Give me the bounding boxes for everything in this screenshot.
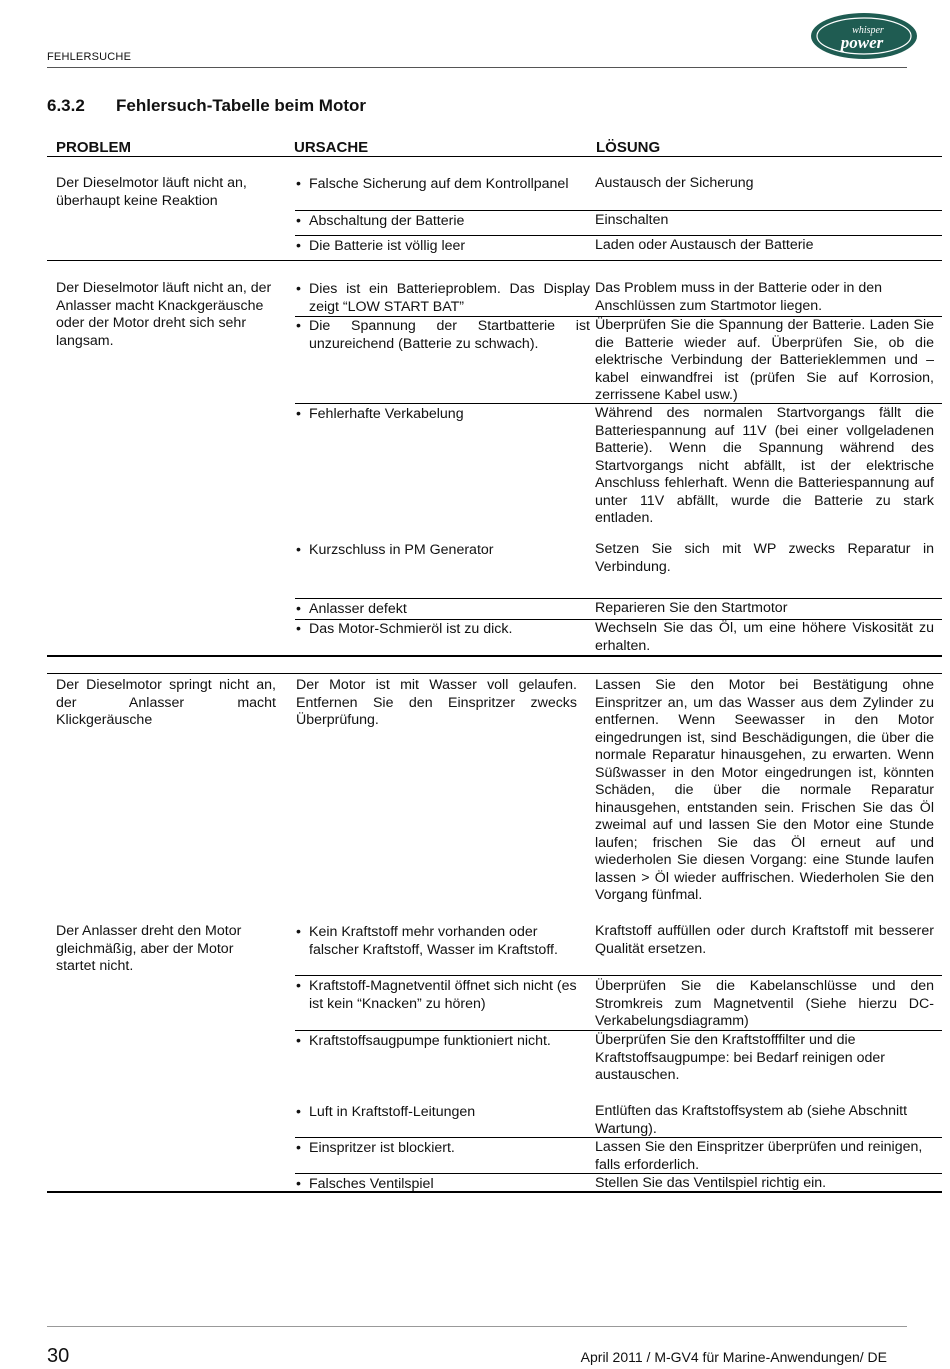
section-heading: [47, 96, 366, 116]
cause-cell: • Dies ist ein Batterieproblem. Das Display zeigt “LOW START BAT”: [296, 281, 590, 316]
cause-cell: Der Motor ist mit Wasser voll gelaufen. Entfernen Sie den Einspritzer zwecks Überprüfung.: [296, 677, 577, 728]
group-rule: [47, 673, 942, 674]
page-number: 30: [47, 1345, 70, 1367]
solution-cell: Reparieren Sie den Startmotor: [595, 600, 788, 616]
cause-cell: • Kurzschluss in PM Generator: [296, 542, 590, 560]
solution-cell: Stellen Sie das Ventilspiel richtig ein.: [595, 1175, 827, 1191]
section-number: 6.3.2: [47, 96, 85, 115]
cause-cell: • Das Motor-Schmieröl ist zu dick.: [296, 621, 590, 639]
solution-cell: Setzen Sie sich mit WP zwecks Reparatur in Verbindung.: [595, 541, 934, 575]
group-rule: [47, 260, 942, 261]
solution-cell: Entlüften das Kraftstoffsystem ab (siehe Abschnitt Wartung).: [595, 1103, 908, 1137]
cause-cell: • Die Spannung der Startbatterie ist unzureichend (Batterie zu schwach).: [296, 318, 590, 353]
solution-cell: Überprüfen Sie die Kabelanschlüsse und den Stromkreis zum Magnetventil (Siehe hierzu DC-Verkabelungsdiagramm): [595, 978, 934, 1029]
solution-cell: Das Problem muss in der Batterie oder in den Anschlüssen zum Startmotor liegen.: [595, 280, 883, 314]
row-rule: [295, 403, 942, 404]
svg-text:power: power: [840, 33, 884, 52]
footer-rule: [47, 1326, 907, 1327]
section-title: Fehlersuch-Tabelle beim Motor: [116, 96, 367, 115]
group-rule: [47, 655, 942, 657]
problem-cell: Der Anlasser dreht den Motor gleichmäßig, aber der Motor startet nicht.: [56, 923, 242, 974]
row-rule: [295, 598, 942, 599]
cause-cell: • Fehlerhafte Verkabelung: [296, 406, 590, 424]
svg-text:whisper: whisper: [852, 25, 884, 36]
row-rule: [295, 1173, 942, 1174]
cause-cell: • Falsches Ventilspiel: [296, 1176, 590, 1194]
cause-cell: • Kraftstoff-Magnetventil öffnet sich nicht (es ist kein “Knacken” zu hören): [296, 978, 590, 1013]
solution-cell: Überprüfen Sie den Kraftstofffilter und die Kraftstoffsaugpumpe: bei Bedarf reinigen oder austauschen.: [595, 1032, 885, 1083]
column-header-solution: LÖSUNG: [596, 139, 661, 156]
row-rule: [295, 235, 942, 236]
solution-cell: Während des normalen Startvorgangs fällt die Batteriespannung auf 11V (bei einer vollgeladenen Batterie). Wenn die Spannung während des Startvorgangs nicht abfällt, ist der elektrische Anschluss fehlerhaft. Wenn die Batteriespannung auf unter 11V abfällt, wurde die Batterie zu stark entladen.: [595, 405, 934, 526]
solution-cell: Lassen Sie den Motor bei Bestätigung ohne Einspritzer an, um das Wasser aus dem Zylinder zu entfernen. Wenn Seewasser in den Motor eingedrungen ist, sind Beschädigungen, die über die normale Reparatur hinausgehen, zu erwarten. Wenn Süßwasser in den Motor eingedrungen ist, könnten Schäden, die über die normale Reparatur hinausgehen, entstanden sein. Frischen Sie das Öl zweimal auf und lassen Sie den Motor eine Stunde laufen; frischen Sie das Öl erneut auf und wiederholen Sie diesen Vorgang: eine Stunde laufen lassen > Öl wieder auffrischen. Wiederholen Sie den Vorgang fünfmal.: [595, 677, 934, 903]
cause-cell: • Falsche Sicherung auf dem Kontrollpanel: [296, 176, 590, 194]
solution-cell: Lassen Sie den Einspritzer überprüfen und reinigen, falls erforderlich.: [595, 1139, 923, 1173]
header-rule-line: [47, 156, 942, 157]
publication-info: April 2011 / M-GV4 für Marine-Anwendungen/ DE: [580, 1349, 887, 1365]
solution-cell: Einschalten: [595, 212, 669, 228]
cause-cell: • Kraftstoffsaugpumpe funktioniert nicht.: [296, 1033, 590, 1051]
row-rule: [295, 210, 942, 211]
solution-cell: Austausch der Sicherung: [595, 175, 754, 191]
row-rule: [295, 1137, 942, 1138]
row-rule: [295, 975, 942, 976]
problem-cell: Der Dieselmotor springt nicht an, der Anlasser macht Klickgeräusche: [56, 677, 276, 728]
cause-cell: • Anlasser defekt: [296, 601, 590, 619]
running-header: FEHLERSUCHE: [47, 51, 132, 63]
solution-cell: Laden oder Austausch der Batterie: [595, 237, 814, 253]
header-rule: [47, 67, 907, 68]
solution-cell: Kraftstoff auffüllen oder durch Kraftstoff mit besserer Qualität ersetzen.: [595, 923, 934, 957]
table-bottom-rule: [47, 1191, 942, 1193]
column-header-problem: PROBLEM: [56, 139, 131, 156]
whisper-power-logo: [810, 12, 918, 60]
cause-cell: • Luft in Kraftstoff-Leitungen: [296, 1104, 590, 1122]
row-rule: [295, 1030, 942, 1031]
cause-cell: • Einspritzer ist blockiert.: [296, 1140, 590, 1158]
problem-cell: Der Dieselmotor läuft nicht an, überhaupt keine Reaktion: [56, 175, 247, 209]
column-header-cause: URSACHE: [294, 139, 369, 156]
cause-cell: • Kein Kraftstoff mehr vorhanden oder falscher Kraftstoff, Wasser im Kraftstoff.: [296, 924, 590, 959]
solution-cell: Überprüfen Sie die Spannung der Batterie. Laden Sie die Batterie wieder auf. Überprüfen Sie, ob die elektrische Verbindung der Batterieklemmen und –kabel einwandfrei ist (prüfen Sie auf Korrosion, zerrissene Kabel usw.): [595, 317, 934, 403]
cause-cell: • Die Batterie ist völlig leer: [296, 238, 590, 256]
problem-cell: Der Dieselmotor läuft nicht an, der Anlasser macht Knackgeräusche oder der Motor dreht sich sehr langsam.: [56, 280, 272, 349]
cause-cell: • Abschaltung der Batterie: [296, 213, 590, 231]
solution-cell: Wechseln Sie das Öl, um eine höhere Viskosität zu erhalten.: [595, 620, 934, 654]
